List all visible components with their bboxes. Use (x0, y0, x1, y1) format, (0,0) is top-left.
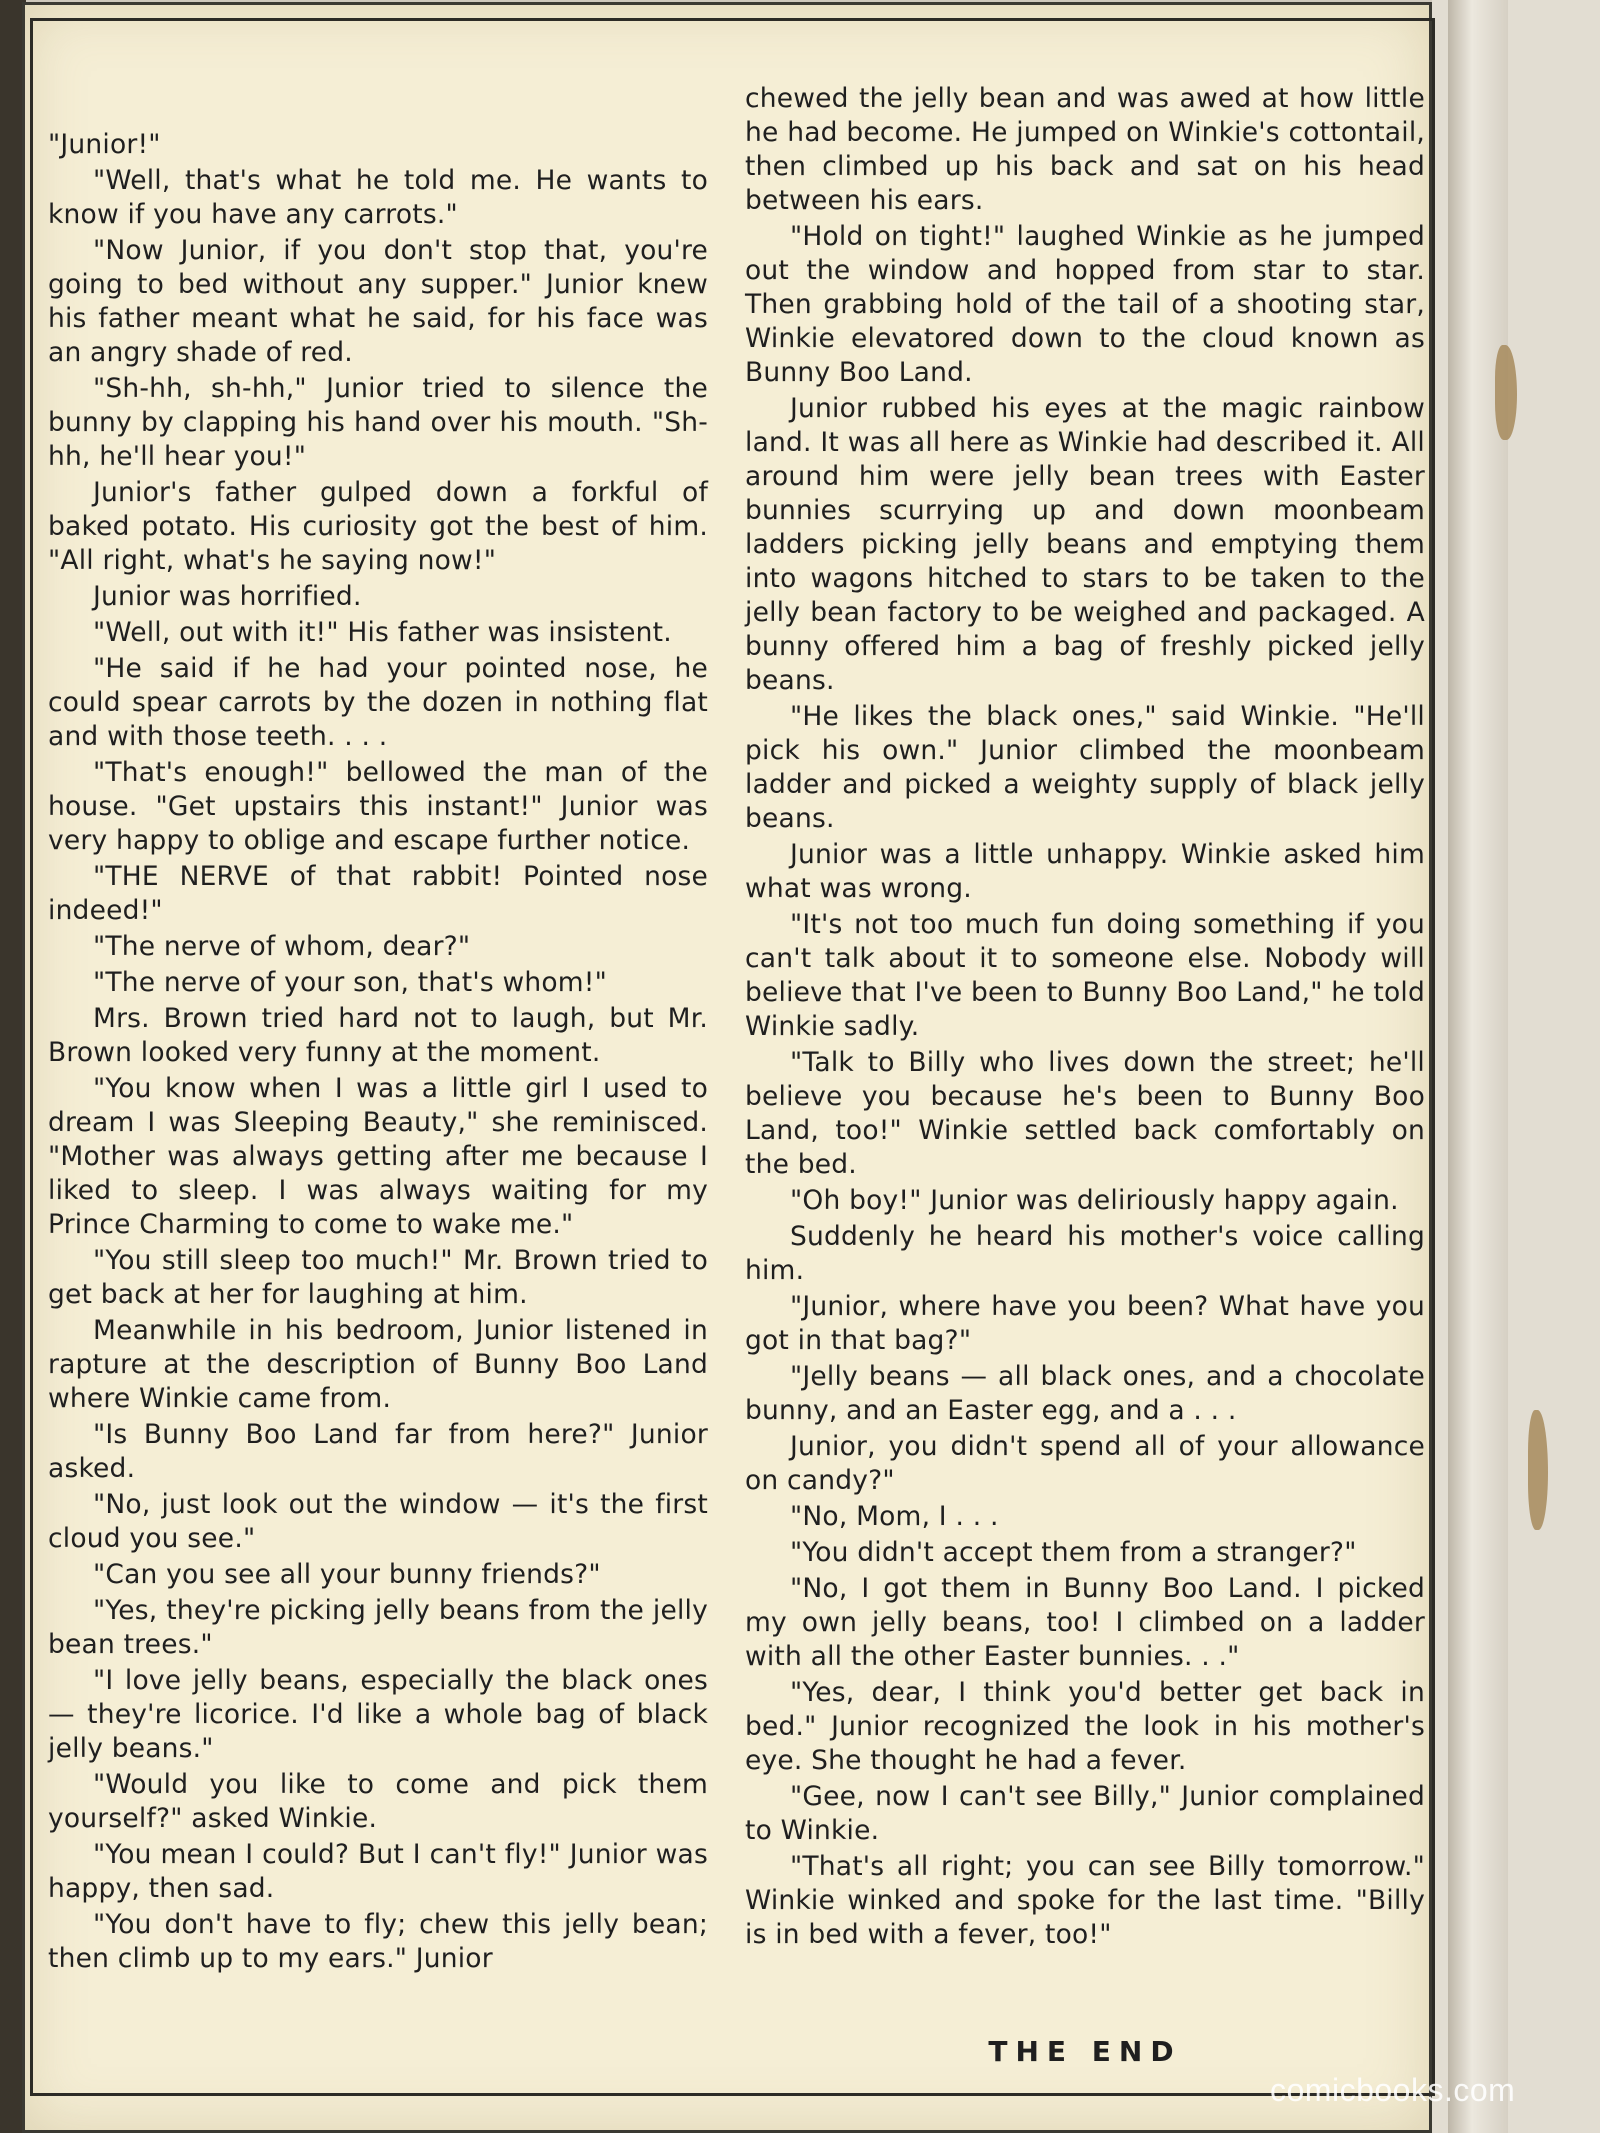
paragraph: "Gee, now I can't see Billy," Junior complained to Winkie. (745, 1781, 1425, 1846)
paragraph: Mrs. Brown tried hard not to laugh, but Mr. Brown looked very funny at the moment. (48, 1003, 708, 1068)
paragraph: "Well, that's what he told me. He wants to know if you have any carrots." (48, 165, 708, 230)
paragraph: "You don't have to fly; chew this jelly bean; then climb up to my ears." Junior (48, 1909, 708, 1974)
paragraph: "Can you see all your bunny friends?" (93, 1559, 601, 1590)
paragraph: "THE NERVE of that rabbit! Pointed nose indeed!" (48, 861, 708, 926)
paragraph: "Would you like to come and pick them yourself?" asked Winkie. (48, 1769, 708, 1834)
paragraph: "Oh boy!" Junior was deliriously happy again. (790, 1185, 1399, 1216)
paragraph: "Now Junior, if you don't stop that, you're going to bed without any supper." Junior knew his father meant what he said, for his face was an angry shade of red. (48, 235, 708, 368)
paragraph: "No, I got them in Bunny Boo Land. I picked my own jelly beans, too! I climbed on a ladder with all the other Easter bunnies. . ." (745, 1573, 1425, 1672)
paragraph: "Yes, dear, I think you'd better get back in bed." Junior recognized the look in his mother's eye. She thought he had a fever. (745, 1677, 1425, 1776)
paragraph: "Is Bunny Boo Land far from here?" Junior asked. (48, 1419, 708, 1484)
paragraph: "Well, out with it!" His father was insistent. (93, 617, 672, 648)
paragraph: Junior was horrified. (93, 581, 362, 612)
paragraph: "Junior!" (48, 129, 161, 160)
paragraph: Junior, you didn't spend all of your allowance on candy?" (745, 1431, 1425, 1496)
source-watermark: comicbooks.com (1270, 2072, 1516, 2108)
paragraph: "He likes the black ones," said Winkie. "He'll pick his own." Junior climbed the moonbeam ladder and picked a weighty supply of black jelly beans. (745, 701, 1425, 834)
paragraph: Suddenly he heard his mother's voice calling him. (745, 1221, 1425, 1286)
paragraph: "Talk to Billy who lives down the street; he'll believe you because he's been to Bunny Boo Land, too!" Winkie settled back comfortably on the bed. (745, 1047, 1425, 1180)
paragraph: "The nerve of your son, that's whom!" (93, 967, 607, 998)
paragraph: "Jelly beans — all black ones, and a chocolate bunny, and an Easter egg, and a . . . (745, 1361, 1425, 1426)
paragraph: "Hold on tight!" laughed Winkie as he jumped out the window and hopped from star to star. Then grabbing hold of the tail of a shooting star, Winkie elevatored down to the cloud known as Bunny Boo Land. (745, 221, 1425, 388)
right-text-column (745, 82, 1425, 1954)
paragraph: "I love jelly beans, especially the black ones — they're licorice. I'd like a whole bag of black jelly beans." (48, 1665, 708, 1764)
paper-tear-bottom (1528, 1410, 1548, 1530)
paragraph: "No, Mom, I . . . (790, 1501, 999, 1532)
paragraph: "You know when I was a little girl I used to dream I was Sleeping Beauty," she reminisced. "Mother was always getting after me because I liked to sleep. I was always waiting for my Prince Charming to come to wake me." (48, 1073, 708, 1240)
paragraph: "Junior, where have you been? What have you got in that bag?" (745, 1291, 1425, 1356)
paragraph: "It's not too much fun doing something if you can't talk about it to someone else. Nobody will believe that I've been to Bunny Boo Land," he told Winkie sadly. (745, 909, 1425, 1042)
paragraph: Meanwhile in his bedroom, Junior listened in rapture at the description of Bunny Boo Land where Winkie came from. (48, 1315, 708, 1414)
page-spine (1448, 0, 1508, 2133)
paragraph: "That's all right; you can see Billy tomorrow." Winkie winked and spoke for the last time. "Billy is in bed with a fever, too!" (745, 1851, 1425, 1950)
paragraph: "No, just look out the window — it's the first cloud you see." (48, 1489, 708, 1554)
paragraph: "You mean I could? But I can't fly!" Junior was happy, then sad. (48, 1839, 708, 1904)
paragraph: "Yes, they're picking jelly beans from the jelly bean trees." (48, 1595, 708, 1660)
paragraph: Junior was a little unhappy. Winkie asked him what was wrong. (745, 839, 1425, 904)
paragraph: Junior rubbed his eyes at the magic rainbow land. It was all here as Winkie had described it. All around him were jelly bean trees with Easter bunnies scurrying up and down moonbeam ladders picking jelly beans and emptying them into wagons hitched to stars to be taken to the jelly bean factory to be weighed and packaged. A bunny offered him a bag of freshly picked jelly beans. (745, 393, 1425, 696)
left-text-column (48, 128, 708, 1978)
paper-tear-top (1495, 345, 1517, 440)
paragraph: "He said if he had your pointed nose, he could spear carrots by the dozen in nothing flat and with those teeth. . . . (48, 653, 708, 752)
paragraph: "The nerve of whom, dear?" (93, 931, 471, 962)
paragraph: "Sh-hh, sh-hh," Junior tried to silence the bunny by clapping his hand over his mouth. "Sh-hh, he'll hear you!" (48, 373, 708, 472)
paragraph: chewed the jelly bean and was awed at how little he had become. He jumped on Winkie's cottontail, then climbed up his back and sat on his head between his ears. (745, 83, 1425, 216)
paragraph: "You didn't accept them from a stranger?" (790, 1537, 1357, 1568)
paragraph: "That's enough!" bellowed the man of the house. "Get upstairs this instant!" Junior was very happy to oblige and escape further notice. (48, 757, 708, 856)
paragraph: "You still sleep too much!" Mr. Brown tried to get back at her for laughing at him. (48, 1245, 708, 1310)
the-end-label: THE END (988, 2035, 1182, 2068)
paragraph: Junior's father gulped down a forkful of baked potato. His curiosity got the best of him. "All right, what's he saying now!" (48, 477, 708, 576)
